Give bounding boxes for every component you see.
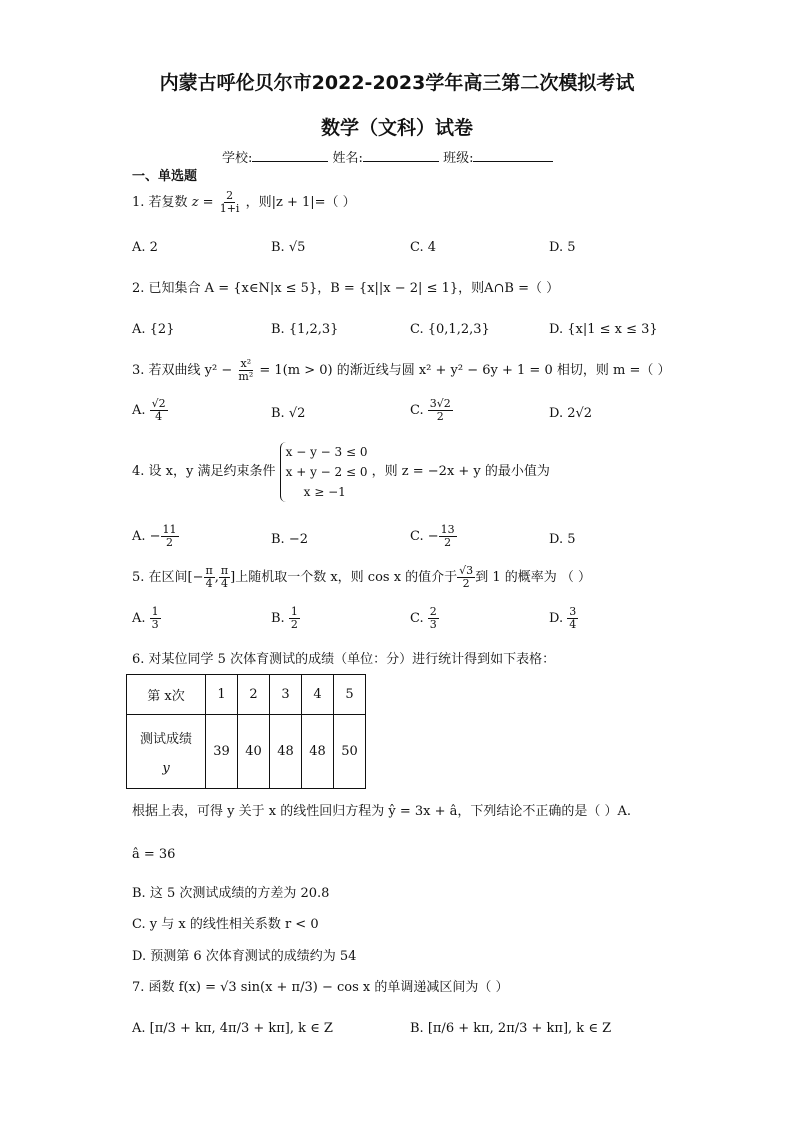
question-6: 6. 对某位同学 5 次体育测试的成绩（单位：分）进行统计得到如下表格： bbox=[132, 652, 556, 667]
q6-option-b[interactable]: B. 这 5 次测试成绩的方差为 20.8 bbox=[132, 886, 330, 901]
name-label: 姓名: bbox=[332, 151, 363, 166]
table-cell: 2 bbox=[238, 675, 270, 715]
fraction: $\frac{11}{2}$ bbox=[162, 523, 177, 549]
q2-option-d[interactable]: D. {x|1 ≤ x ≤ 3} bbox=[549, 322, 658, 337]
q1-option-a[interactable]: A. 2 bbox=[132, 240, 158, 255]
q1-option-d[interactable]: D. 5 bbox=[549, 240, 576, 255]
fraction: $\frac{1}{3}$ bbox=[151, 605, 159, 631]
fraction: $\frac{\pi}{4}$ bbox=[220, 564, 229, 590]
table-header-cell: 测试成绩 y bbox=[127, 715, 206, 789]
q7-option-a[interactable]: A. [π/3 + kπ, 4π/3 + kπ], k ∈ Z bbox=[132, 1021, 333, 1036]
q4-option-b[interactable]: B. −2 bbox=[271, 532, 308, 547]
fraction: $\frac{3√2}{2}$ bbox=[429, 397, 451, 423]
q6-option-a[interactable]: â = 36 bbox=[132, 847, 176, 862]
fraction: $\frac{2}{3}$ bbox=[429, 605, 437, 631]
question-2: 2. 已知集合 A = {x∈N|x ≤ 5}，B = {x||x − 2| ≤ 1}，则A∩B =（ ） bbox=[132, 281, 560, 296]
table-cell: 50 bbox=[334, 715, 366, 789]
table-row bbox=[127, 675, 366, 715]
question-1: 1. 若复数 z = $\frac{2}{1+i}$ ，则|z + 1|=（ ） bbox=[132, 189, 356, 215]
table-cell: 48 bbox=[270, 715, 302, 789]
fraction: $\frac{\text{x²}}{\text{m²}}$ bbox=[238, 357, 254, 383]
q6-follow-text: 根据上表，可得 y 关于 x 的线性回归方程为 ŷ = 3x + â，下列结论不正确的是（ ）A. bbox=[132, 804, 632, 819]
q5-option-b[interactable]: B. $\frac{1}{2}$ bbox=[271, 605, 298, 631]
table-cell: 40 bbox=[238, 715, 270, 789]
q2-option-c[interactable]: C. {0,1,2,3} bbox=[410, 322, 490, 337]
constraint-system: x − y − 3 ≤ 0 x + y − 2 ≤ 0 x ≥ −1 bbox=[280, 442, 368, 502]
q5-option-d[interactable]: D. $\frac{3}{4}$ bbox=[549, 605, 577, 631]
class-blank[interactable] bbox=[473, 161, 553, 162]
question-3: 3. 若双曲线 y² − $\frac{\text{x²}}{\text{m²}}$ = 1(m > 0) 的渐近线与圆 x² + y² − 6y + 1 = 0 相切，则 m =（ ） bbox=[132, 357, 671, 383]
table-cell: 5 bbox=[334, 675, 366, 715]
q7-option-b[interactable]: B. [π/6 + kπ, 2π/3 + kπ], k ∈ Z bbox=[410, 1021, 612, 1036]
q4-option-c[interactable]: C. − $\frac{13}{2}$ bbox=[410, 523, 455, 549]
fraction: $\frac{1}{2}$ bbox=[290, 605, 298, 631]
score-table bbox=[126, 674, 366, 789]
table-cell: 1 bbox=[206, 675, 238, 715]
fraction: $\frac{3}{4}$ bbox=[569, 605, 577, 631]
question-5: 5. 在区间[− $\frac{\pi}{4}$ , $\frac{\pi}{4}$ ]上随机取一个数 x，则 cos x 的值介于 $\frac{√3}{2}$ 到 1 的概率为 （ ） bbox=[132, 564, 591, 590]
q5-option-a[interactable]: A. $\frac{1}{3}$ bbox=[132, 605, 159, 631]
fraction: $\frac{√3}{2}$ bbox=[459, 564, 474, 590]
table-cell: 48 bbox=[302, 715, 334, 789]
q5-option-c[interactable]: C. $\frac{2}{3}$ bbox=[410, 605, 437, 631]
q3-option-d[interactable]: D. 2√2 bbox=[549, 406, 593, 421]
fraction: $\frac{13}{2}$ bbox=[440, 523, 455, 549]
q3-option-c[interactable]: C. $\frac{3√2}{2}$ bbox=[410, 397, 451, 423]
class-label: 班级: bbox=[443, 151, 474, 166]
q6-option-c[interactable]: C. y 与 x 的线性相关系数 r < 0 bbox=[132, 917, 319, 932]
name-blank[interactable] bbox=[363, 161, 439, 162]
q4-option-d[interactable]: D. 5 bbox=[549, 532, 576, 547]
question-7: 7. 函数 f(x) = √3 sin(x + π/3) − cos x 的单调递减区间为（ ） bbox=[132, 980, 509, 995]
fraction: $\frac{√2}{4}$ bbox=[151, 397, 166, 423]
school-label: 学校: bbox=[222, 151, 253, 166]
q1-option-c[interactable]: C. 4 bbox=[410, 240, 437, 255]
document-subtitle: 数学（文科）试卷 bbox=[320, 117, 473, 139]
table-cell: 4 bbox=[302, 675, 334, 715]
fraction: $\frac{\pi}{4}$ bbox=[205, 564, 213, 590]
section-heading: 一、单选题 bbox=[132, 169, 198, 184]
q3-option-a[interactable]: A. $\frac{√2}{4}$ bbox=[132, 397, 166, 423]
q6-option-d[interactable]: D. 预测第 6 次体育测试的成绩约为 54 bbox=[132, 949, 357, 964]
question-4: 4. 设 x，y 满足约束条件 x − y − 3 ≤ 0 x + y − 2 ≤ 0 x ≥ −1 ，则 z = −2x + y 的最小值为 bbox=[132, 442, 550, 502]
student-info-row bbox=[222, 147, 553, 166]
table-cell: 3 bbox=[270, 675, 302, 715]
table-cell: 39 bbox=[206, 715, 238, 789]
table-row bbox=[127, 715, 366, 789]
q4-option-a[interactable]: A. − $\frac{11}{2}$ bbox=[132, 523, 177, 549]
fraction: $\frac{2}{1+i}$ bbox=[219, 189, 240, 215]
table-header-cell: 第 x次 bbox=[127, 675, 206, 715]
q3-option-b[interactable]: B. √2 bbox=[271, 406, 306, 421]
q2-option-a[interactable]: A. {2} bbox=[132, 322, 175, 337]
q1-option-b[interactable]: B. √5 bbox=[271, 240, 306, 255]
document-title: 内蒙古呼伦贝尔市2022-2023学年高三第二次模拟考试 bbox=[159, 72, 635, 94]
school-blank[interactable] bbox=[252, 161, 328, 162]
q2-option-b[interactable]: B. {1,2,3} bbox=[271, 322, 339, 337]
